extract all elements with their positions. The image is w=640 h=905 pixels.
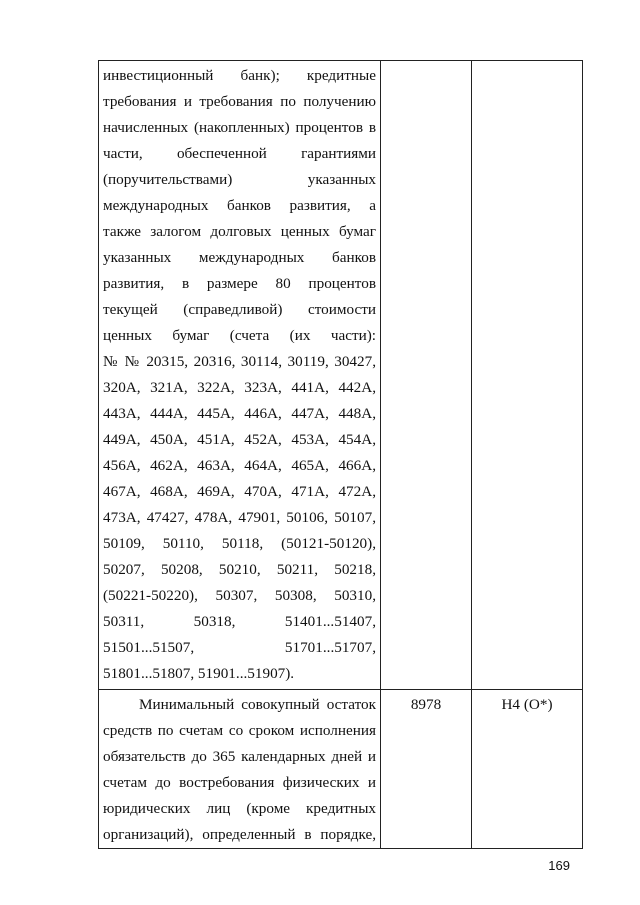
- description-line: (поручительствами) указанных: [103, 171, 376, 188]
- description-line: также залогом долговых ценных бумаг: [103, 223, 376, 240]
- description-line: начисленных (накопленных) процентов в: [103, 119, 376, 136]
- description-line: 50311, 50318, 51401...51407,: [103, 613, 376, 630]
- description-line: средств по счетам со сроком исполнения: [103, 722, 376, 739]
- description-text: [99, 690, 380, 848]
- description-line: 51501...51507, 51701...51707,: [103, 639, 376, 656]
- description-line: 51801...51807, 51901...51907).: [103, 665, 295, 682]
- code-value: [381, 61, 471, 63]
- description-line: требования и требования по получению: [103, 93, 376, 110]
- description-line: № № 20315, 20316, 30114, 30119, 30427,: [103, 353, 376, 370]
- regulation-table: [98, 60, 583, 849]
- description-cell: [99, 690, 381, 849]
- code-cell: [381, 690, 472, 849]
- indicator-value: [472, 61, 582, 63]
- indicator-cell: [472, 61, 583, 690]
- description-line: обязательств до 365 календарных дней и: [103, 748, 376, 765]
- description-line: 50207, 50208, 50210, 50211, 50218,: [103, 561, 376, 578]
- description-line: счетам до востребования физических и: [103, 774, 376, 791]
- page-number: 169: [548, 858, 570, 873]
- description-line: 449А, 450А, 451А, 452А, 453А, 454А,: [103, 431, 376, 448]
- table-row: [99, 61, 583, 690]
- code-value: 8978: [410, 696, 442, 713]
- description-line: организаций), определенный в порядке,: [103, 826, 376, 843]
- description-line: 467А, 468А, 469А, 470А, 471А, 472А,: [103, 483, 376, 500]
- description-line: текущей (справедливой) стоимости: [103, 301, 376, 318]
- description-line: ценных бумаг (счета (их части):: [103, 327, 376, 344]
- description-line: международных банков развития, а: [103, 197, 376, 214]
- description-line: развития, в размере 80 процентов: [103, 275, 376, 292]
- description-line: 456А, 462А, 463А, 464А, 465А, 466А,: [103, 457, 376, 474]
- description-line: 50109, 50110, 50118, (50121-50120),: [103, 535, 376, 552]
- description-line: 320А, 321А, 322А, 323А, 441А, 442А,: [103, 379, 376, 396]
- description-line: 443А, 444А, 445А, 446А, 447А, 448А,: [103, 405, 376, 422]
- code-cell: [381, 61, 472, 690]
- indicator-cell: [472, 690, 583, 849]
- description-line: юридических лиц (кроме кредитных: [103, 800, 376, 817]
- description-line: Минимальный совокупный остаток: [139, 696, 376, 713]
- description-text: [99, 61, 380, 687]
- indicator-value: Н4 (О*): [501, 696, 553, 713]
- description-line: (50221-50220), 50307, 50308, 50310,: [103, 587, 376, 604]
- description-line: части, обеспеченной гарантиями: [103, 145, 376, 162]
- description-cell: [99, 61, 381, 690]
- description-line: 473А, 47427, 478А, 47901, 50106, 50107,: [103, 509, 376, 526]
- description-line: указанных международных банков: [103, 249, 376, 266]
- description-line: инвестиционный банк); кредитные: [103, 67, 376, 84]
- table-row: [99, 690, 583, 849]
